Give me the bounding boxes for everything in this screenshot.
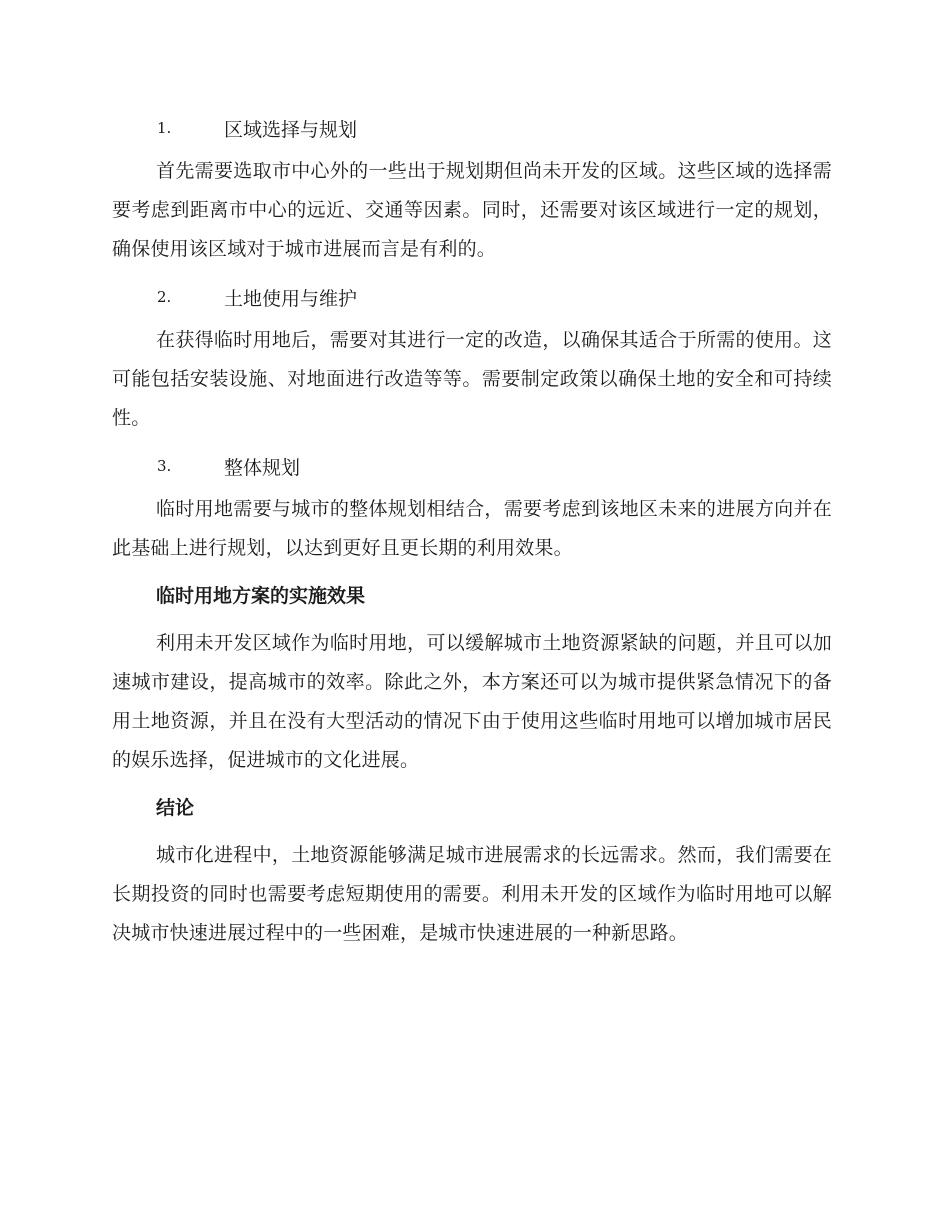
paragraph: 在获得临时用地后，需要对其进行一定的改造，以确保其适合于所需的使用。这可能包括安装设施、对地面进行改造等等。需要制定政策以确保土地的安全和可持续性。 (112, 329, 832, 429)
list-item-heading (112, 448, 832, 484)
section-heading-conclusion: 结论 (156, 797, 195, 819)
list-title: 区域选择与规划 (224, 118, 358, 141)
paragraph: 临时用地需要与城市的整体规划相结合，需要考虑到该地区未来的进展方向并在此基础上进行规划，以达到更好且更长期的利用效果。 (112, 498, 832, 559)
paragraph: 利用未开发区域作为临时用地，可以缓解城市土地资源紧缺的问题，并且可以加速城市建设，提高城市的效率。除此之外，本方案还可以为城市提供紧急情况下的备用土地资源，并且在没有大型活动的情况下由于使用这些临时用地可以增加城市居民的娱乐选择，促进城市的文化进展。 (112, 632, 832, 771)
list-title: 整体规划 (224, 456, 301, 479)
list-title: 土地使用与维护 (224, 287, 358, 310)
list-number: 1. (157, 119, 172, 137)
document-body (112, 110, 832, 963)
paragraph: 城市化进程中，土地资源能够满足城市进展需求的长远需求。然而，我们需要在长期投资的同时也需要考虑短期使用的需要。利用未开发的区域作为临时用地可以解决城市快速进展过程中的一些困难，是城市快速进展的一种新思路。 (112, 844, 832, 944)
paragraph: 首先需要选取市中心外的一些出于规划期但尚未开发的区域。这些区域的选择需要考虑到距离市中心的远近、交通等因素。同时，还需要对该区域进行一定的规划，确保使用该区域对于城市进展而言是有利的。 (112, 160, 832, 260)
list-item-heading (112, 279, 832, 315)
list-item-heading (112, 110, 832, 146)
list-number: 3. (157, 457, 172, 475)
section-heading-effects: 临时用地方案的实施效果 (156, 585, 366, 607)
list-number: 2. (157, 288, 172, 306)
